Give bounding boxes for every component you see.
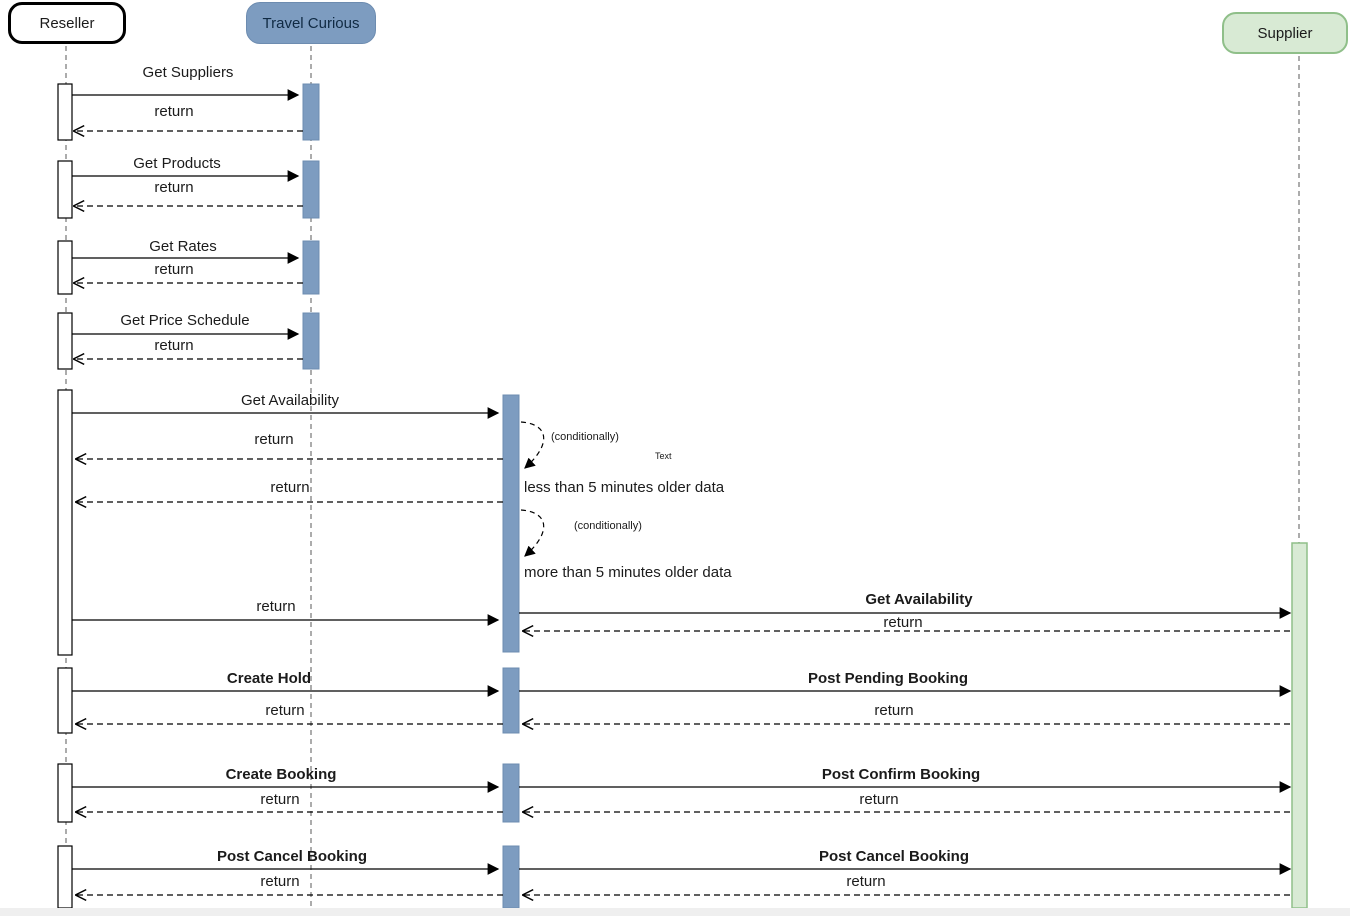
lifeline-label-reseller: Reseller: [39, 14, 95, 32]
message-label-return-7: return: [256, 598, 296, 615]
message-label-return-6: return: [270, 479, 310, 496]
message-label-get-products: Get Products: [133, 155, 221, 172]
note-less-than-5-minutes: less than 5 minutes older data: [524, 479, 725, 496]
message-label-return-11: return: [260, 791, 300, 808]
message-label-return-2: return: [154, 179, 194, 196]
message-label-return-12: return: [859, 791, 899, 808]
bottom-edge-strip: [0, 908, 1350, 916]
note-conditionally-1: (conditionally): [551, 431, 619, 443]
message-label-return-13: return: [260, 873, 300, 890]
lifeline-label-travel-curious: Travel Curious: [262, 14, 360, 32]
note-more-than-5-minutes: more than 5 minutes older data: [524, 564, 732, 581]
note-conditionally-2: (conditionally): [574, 520, 642, 532]
lifeline-header-supplier[interactable]: [1222, 12, 1348, 54]
message-label-get-suppliers: Get Suppliers: [142, 64, 234, 81]
message-label-return-3: return: [154, 261, 194, 278]
message-label-create-booking: Create Booking: [225, 766, 337, 783]
message-label-post-confirm-booking: Post Confirm Booking: [821, 766, 981, 783]
note-text-placeholder: Text: [655, 451, 672, 461]
message-label-get-availability-tc: Get Availability: [240, 392, 340, 409]
message-label-create-hold: Create Hold: [226, 670, 312, 687]
message-label-return-8: return: [883, 614, 923, 631]
message-label-post-cancel-booking-supplier: Post Cancel Booking: [818, 848, 970, 865]
lifeline-header-travel-curious[interactable]: [246, 2, 376, 44]
message-label-return-14: return: [846, 873, 886, 890]
message-label-return-9: return: [265, 702, 305, 719]
message-label-return-4: return: [154, 337, 194, 354]
lifeline-header-reseller[interactable]: [8, 2, 126, 44]
lifeline-label-supplier: Supplier: [1257, 24, 1313, 42]
message-label-get-price-schedule: Get Price Schedule: [120, 312, 250, 329]
message-label-post-cancel-booking-tc: Post Cancel Booking: [216, 848, 368, 865]
message-label-get-availability-supplier: Get Availability: [865, 591, 973, 608]
message-label-post-pending-booking: Post Pending Booking: [808, 670, 968, 687]
message-label-get-rates: Get Rates: [149, 238, 217, 255]
message-label-return-10: return: [874, 702, 914, 719]
message-label-return-5: return: [254, 431, 294, 448]
message-label-return-1: return: [154, 103, 194, 120]
